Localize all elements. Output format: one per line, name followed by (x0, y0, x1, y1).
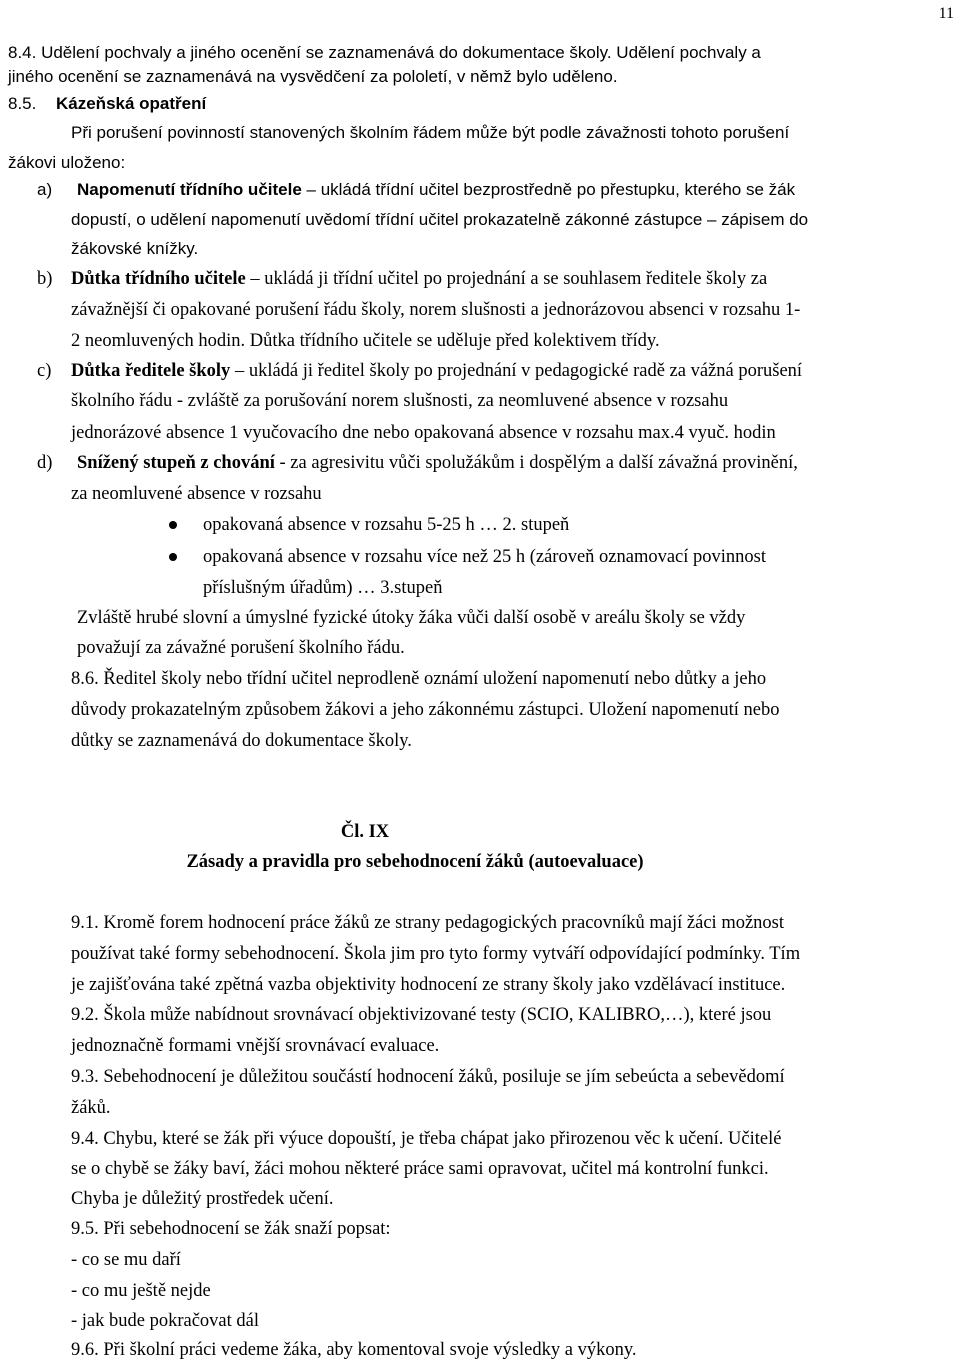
item-d-bullet1: opakovaná absence v rozsahu 5-25 h … 2. stupeň (203, 515, 570, 535)
section-9-1-line1: 9.1. Kromě forem hodnocení práce žáků ze strany pedagogických pracovníků mají žáci možnost (71, 913, 785, 933)
section-8-4-line2: jiného ocenění se zaznamenává na vysvědčení za pololetí, v němž bylo uděleno. (8, 67, 618, 86)
item-c-label: c) (37, 361, 52, 381)
section-8-4-line1: 8.4. Udělení pochvaly a jiného ocenění se zaznamenává do dokumentace školy. Udělení pochvaly a (8, 43, 761, 62)
section-9-5-item2: - co mu ještě nejde (71, 1281, 211, 1301)
item-b-bold: Důtka třídního učitele (71, 269, 246, 289)
section-9-3-line2: žáků. (71, 1098, 111, 1118)
item-a-label: a) (37, 180, 53, 199)
item-d-bullet2-line2: příslušným úřadům) … 3.stupeň (203, 578, 443, 598)
item-b-line3: 2 neomluvených hodin. Důtka třídního učitele se uděluje před kolektivem třídy. (71, 331, 660, 351)
item-c-bold: Důtka ředitele školy (71, 361, 231, 381)
item-d-bullet2-line1: opakovaná absence v rozsahu více než 25 h (zároveň oznamovací povinnost (203, 547, 767, 567)
note-line1: Zvláště hrubé slovní a úmyslné fyzické útoky žáka vůči další osobě v areálu školy se vždy (77, 608, 746, 628)
section-8-6-line2: důvody prokazatelným způsobem žákovi a jeho zákonnému zástupci. Uložení napomenutí nebo (71, 700, 780, 720)
item-b-line2: závažnější či opakované porušení řádu školy, norem slušnosti a jednorázovou absenci v rozsahu 1- (71, 300, 801, 320)
item-d-line1 (77, 448, 798, 479)
section-9-5-item3: - jak bude pokračovat dál (71, 1311, 260, 1331)
item-d-line2: za neomluvené absence v rozsahu (71, 484, 322, 504)
item-c-line1-rest: – ukládá ji ředitel školy po projednání v pedagogické radě za vážná porušení (230, 361, 803, 381)
section-9-5-line1: 9.5. Při sebehodnocení se žák snaží popsat: (71, 1219, 391, 1239)
page-number: 11 (938, 5, 954, 22)
chapter-number: Čl. IX (340, 822, 390, 842)
item-b-label: b) (37, 269, 53, 289)
section-8-5-heading: Kázeňská opatření (56, 94, 207, 113)
section-8-5-number: 8.5. (8, 94, 37, 113)
note-line2: považují za závažné porušení školního řádu. (77, 638, 405, 658)
item-d-bold: Snížený stupeň z chování (77, 453, 275, 473)
section-9-2-line1: 9.2. Škola může nabídnout srovnávací objektivizované testy (SCIO, KALIBRO,…), které jsou (71, 1005, 772, 1025)
item-d-label: d) (37, 453, 53, 473)
bullet-icon (169, 521, 177, 529)
section-9-4-line2: se o chybě se žáky baví, žáci mohou některé práce sami opravovat, učitel má kontrolní funkci. (71, 1159, 769, 1179)
section-9-4-line1: 9.4. Chybu, které se žák při výuce dopouští, je třeba chápat jako přirozenou věc k učení. Učitelé (71, 1129, 782, 1149)
section-9-4-line3: Chyba je důležitý prostředek učení. (71, 1189, 334, 1209)
section-8-5-intro-line2: žákovi uloženo: (8, 153, 126, 172)
item-b-line1 (71, 264, 767, 295)
item-c-line2: školního řádu - zvláště za porušování norem slušnosti, za neomluvené absence v rozsahu (71, 391, 729, 411)
item-d-line1-rest: - za agresivitu vůči spolužákům i dospělým a další závažná provinění, (274, 453, 798, 473)
bullet-icon (169, 553, 177, 561)
section-9-3-line1: 9.3. Sebehodnocení je důležitou součástí hodnocení žáků, posiluje se jím sebeúcta a sebevědomí (71, 1067, 785, 1087)
section-8-6-line3: důtky se zaznamenává do dokumentace školy. (71, 731, 412, 751)
item-a-line2: dopustí, o udělení napomenutí uvědomí třídní učitel prokazatelně zákonné zástupce – zápisem do (71, 210, 809, 229)
section-8-5-intro-line1: Při porušení povinností stanovených školním řádem může být podle závažnosti tohoto porušení (71, 123, 790, 142)
chapter-title: Zásady a pravidla pro sebehodnocení žáků (autoevaluace) (186, 852, 644, 872)
section-8-6-line1: 8.6. Ředitel školy nebo třídní učitel neprodleně oznámí uložení napomenutí nebo důtky a jeho (71, 669, 767, 689)
item-c-line1 (71, 356, 802, 387)
item-a-line1-rest: – ukládá třídní učitel bezprostředně po přestupku, kterého se žák (301, 180, 796, 199)
section-9-6-line1: 9.6. Při školní práci vedeme žáka, aby komentoval svoje výsledky a výkony. (71, 1340, 637, 1360)
item-a-line3: žákovské knížky. (71, 239, 199, 258)
section-9-2-line2: jednoznačně formami vnější srovnávací evaluace. (71, 1036, 440, 1056)
section-9-1-line3: je zajišťována také zpětná vazba objektivity hodnocení ze strany školy jako vzdělávací instituce. (71, 975, 786, 995)
item-a-bold: Napomenutí třídního učitele (77, 180, 302, 199)
item-c-line3: jednorázové absence 1 vyučovacího dne nebo opakovaná absence v rozsahu max.4 vyuč. hodin (71, 423, 776, 443)
item-a-line1 (77, 174, 795, 205)
section-9-1-line2: používat také formy sebehodnocení. Škola jim pro tyto formy vytváří odpovídající podmínky. Tím (71, 944, 801, 964)
section-9-5-item1: - co se mu daří (71, 1250, 181, 1270)
item-b-line1-rest: – ukládá ji třídní učitel po projednání a se souhlasem ředitele školy za (245, 269, 768, 289)
